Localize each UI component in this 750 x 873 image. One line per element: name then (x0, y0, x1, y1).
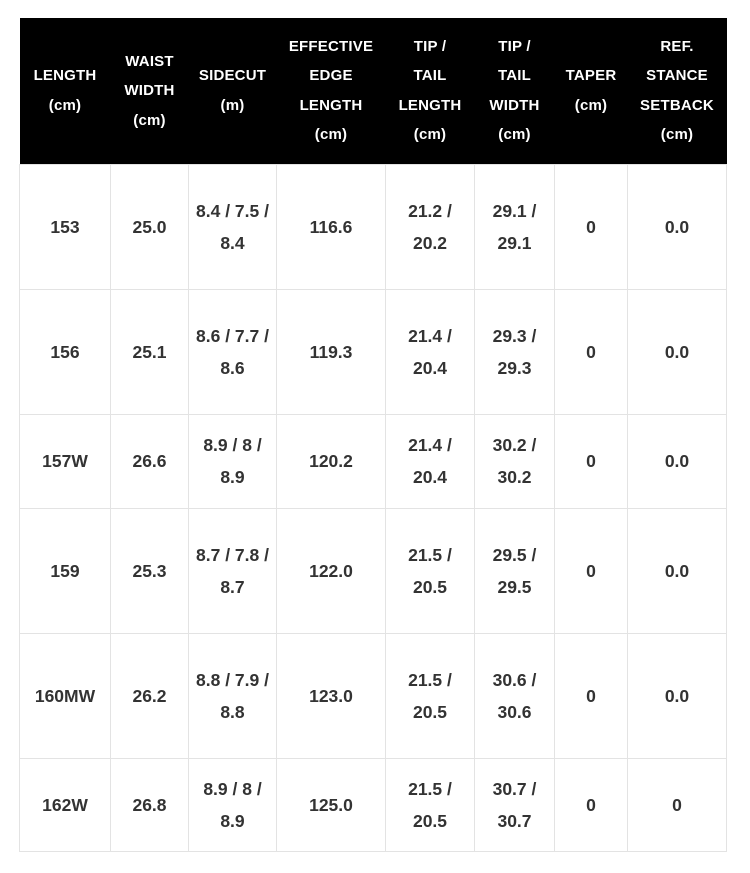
cell-effective-edge-length: 122.0 (277, 508, 386, 633)
size-spec-table-container (19, 18, 726, 852)
cell-length: 162W (20, 758, 111, 851)
cell-waist-width: 25.0 (111, 164, 189, 289)
header-tip-tail-length: TIP / TAIL LENGTH (cm) (398, 37, 462, 144)
header-length: LENGTH (cm) (33, 67, 97, 114)
cell-tip-tail-length: 21.4 / 20.4 (386, 414, 475, 508)
table-header (20, 18, 727, 164)
cell-effective-edge-length: 119.3 (277, 289, 386, 414)
cell-effective-edge-length: 116.6 (277, 164, 386, 289)
cell-ref-stance-setback: 0.0 (628, 508, 727, 633)
table-row (20, 508, 727, 633)
cell-effective-edge-length: 123.0 (277, 633, 386, 758)
cell-taper: 0 (555, 414, 628, 508)
cell-tip-tail-length: 21.5 / 20.5 (386, 758, 475, 851)
cell-sidecut: 8.9 / 8 / 8.9 (189, 758, 277, 851)
cell-tip-tail-length: 21.5 / 20.5 (386, 508, 475, 633)
cell-taper: 0 (555, 633, 628, 758)
cell-sidecut: 8.4 / 7.5 / 8.4 (189, 164, 277, 289)
cell-ref-stance-setback: 0.0 (628, 289, 727, 414)
cell-sidecut: 8.7 / 7.8 / 8.7 (189, 508, 277, 633)
table-row (20, 758, 727, 851)
cell-tip-tail-width: 29.1 / 29.1 (475, 164, 555, 289)
cell-tip-tail-width: 30.7 / 30.7 (475, 758, 555, 851)
table-row (20, 414, 727, 508)
table-body (20, 164, 727, 851)
header-waist-width: WAIST WIDTH (cm) (124, 52, 175, 129)
cell-length: 153 (20, 164, 111, 289)
cell-waist-width: 26.2 (111, 633, 189, 758)
cell-length: 159 (20, 508, 111, 633)
cell-tip-tail-length: 21.5 / 20.5 (386, 633, 475, 758)
header-row (20, 18, 727, 164)
cell-taper: 0 (555, 508, 628, 633)
header-tip-tail-width: TIP / TAIL WIDTH (cm) (489, 37, 540, 144)
header-ref-stance-setback: REF. STANCE SETBACK (cm) (640, 37, 714, 144)
cell-taper: 0 (555, 289, 628, 414)
cell-ref-stance-setback: 0.0 (628, 633, 727, 758)
cell-sidecut: 8.6 / 7.7 / 8.6 (189, 289, 277, 414)
cell-length: 157W (20, 414, 111, 508)
table-row (20, 289, 727, 414)
size-spec-table (19, 18, 727, 852)
cell-effective-edge-length: 120.2 (277, 414, 386, 508)
header-effective-edge-length: EFFECTIVE EDGE LENGTH (cm) (288, 37, 374, 144)
cell-ref-stance-setback: 0 (628, 758, 727, 851)
cell-tip-tail-width: 30.2 / 30.2 (475, 414, 555, 508)
cell-tip-tail-width: 30.6 / 30.6 (475, 633, 555, 758)
header-taper: TAPER (cm) (565, 67, 617, 114)
cell-ref-stance-setback: 0.0 (628, 164, 727, 289)
cell-taper: 0 (555, 164, 628, 289)
cell-tip-tail-width: 29.3 / 29.3 (475, 289, 555, 414)
cell-waist-width: 26.6 (111, 414, 189, 508)
cell-tip-tail-length: 21.4 / 20.4 (386, 289, 475, 414)
cell-sidecut: 8.8 / 7.9 / 8.8 (189, 633, 277, 758)
cell-tip-tail-width: 29.5 / 29.5 (475, 508, 555, 633)
cell-tip-tail-length: 21.2 / 20.2 (386, 164, 475, 289)
table-row (20, 164, 727, 289)
cell-waist-width: 25.1 (111, 289, 189, 414)
cell-length: 156 (20, 289, 111, 414)
cell-effective-edge-length: 125.0 (277, 758, 386, 851)
cell-taper: 0 (555, 758, 628, 851)
cell-sidecut: 8.9 / 8 / 8.9 (189, 414, 277, 508)
cell-waist-width: 25.3 (111, 508, 189, 633)
cell-ref-stance-setback: 0.0 (628, 414, 727, 508)
cell-length: 160MW (20, 633, 111, 758)
header-sidecut: SIDECUT (m) (198, 67, 267, 114)
table-row (20, 633, 727, 758)
cell-waist-width: 26.8 (111, 758, 189, 851)
